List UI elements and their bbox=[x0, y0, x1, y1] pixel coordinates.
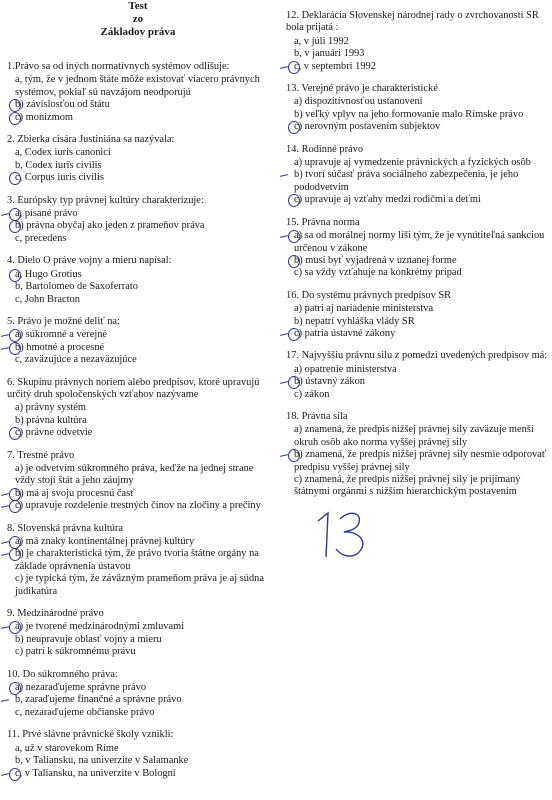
question-text: 4. Dielo O práve vojny a mieru napísal: bbox=[7, 255, 172, 267]
question-text: 2. Zbierka cisára Justiniána sa nazývala: bbox=[7, 134, 175, 146]
answer-option: b) nepatrí vyhláška vlády SR bbox=[294, 315, 415, 327]
answer-option: b, Codex iuris civilis bbox=[15, 159, 102, 171]
question-text: 7. Trestné právo bbox=[7, 449, 75, 461]
title-line-3: Základov práva bbox=[100, 26, 176, 38]
answer-option: c) je typická tým, že záväzným prameňom práva je aj súdna judikatúra bbox=[15, 573, 264, 597]
question-text: 15. Právna norma bbox=[286, 216, 360, 228]
answer-option: c) právne odvetvie bbox=[7, 427, 269, 439]
question-text: 16. Do systému právnych predpisov SR bbox=[286, 289, 452, 301]
question-item bbox=[286, 411, 548, 499]
right-column bbox=[286, 0, 548, 499]
answer-option: b) veľký vplyv na jeho formovanie malo Rímske právo bbox=[294, 108, 524, 120]
question-item bbox=[286, 10, 548, 73]
question-item bbox=[7, 195, 269, 246]
question-item bbox=[7, 255, 269, 306]
answer-option: b, Bartolomeo de Saxoferrato bbox=[15, 281, 138, 293]
question-text: 11. Prvé slávne právnické školy vznikli: bbox=[7, 729, 174, 741]
answer-option: a) má znaky kontinentálnej právnej kultúry bbox=[7, 536, 269, 548]
answer-option: a) sa od morálnej normy líši tým, že je vynútiteľná sankciou určenou v zákone bbox=[286, 230, 548, 255]
answer-option: c) patrí k súkromnému právu bbox=[15, 646, 136, 658]
answer-option: a) opatrenie ministerstva bbox=[294, 363, 397, 375]
question-text: 3. Európsky typ právnej kultúry charakterizuje: bbox=[7, 194, 204, 206]
question-item bbox=[286, 290, 548, 341]
answer-option: a, Hugo Grotius bbox=[7, 269, 269, 281]
right-question-list bbox=[286, 10, 548, 499]
question-item bbox=[286, 350, 548, 401]
question-text: 10. Do súkromného práva: bbox=[7, 668, 118, 680]
question-item bbox=[286, 144, 548, 207]
answer-option: b) znamená, že predpis nižšej právnej sily nesmie odporovať predpisu vyššej právnej sily bbox=[286, 449, 548, 474]
answer-option: b) neupravuje oblasť vojny a mieru bbox=[15, 633, 162, 645]
answer-option: b) ústavný zákon bbox=[286, 376, 548, 388]
question-item bbox=[7, 729, 269, 780]
score-mark-icon bbox=[306, 505, 376, 565]
answer-option: b) právna obyčaj ako jeden z prameňov práva bbox=[7, 220, 269, 232]
answer-option: c) nerovným postavením subjektov bbox=[286, 121, 548, 133]
answer-option: c) monizmom bbox=[7, 112, 269, 124]
title-line-2: zo bbox=[132, 13, 144, 25]
answer-option: a) dispozitívnosťou ustanovení bbox=[294, 96, 423, 108]
answer-option: c) upravuje aj vzťahy medzi rodičmi a deťmi bbox=[286, 194, 548, 206]
answer-option: b, zaraďujeme finančné a správne právo bbox=[7, 694, 269, 706]
question-item bbox=[7, 377, 269, 440]
answer-option: a) právny systém bbox=[15, 402, 86, 414]
answer-option: b) má aj svoju procesnú časť bbox=[7, 488, 269, 500]
answer-option: c, John Bracton bbox=[15, 293, 80, 305]
answer-option: b, v Taliansku, na univerzite v Salamanke bbox=[15, 755, 189, 767]
question-text: 1.Právo sa od iných normatívnych systémov odlišuje: bbox=[7, 61, 230, 72]
handwritten-score bbox=[306, 505, 376, 565]
answer-option: c) zákon bbox=[294, 388, 330, 400]
left-column bbox=[7, 0, 269, 780]
question-item bbox=[286, 217, 548, 280]
question-item bbox=[7, 669, 269, 720]
question-text: 8. Slovenská právna kultúra bbox=[7, 522, 124, 534]
question-text: 9. Medzinárodné právo bbox=[7, 608, 104, 620]
answer-option: c, v septembri 1992 bbox=[286, 61, 548, 73]
answer-option: c, v Taliansku, na univerzite v Bologni bbox=[7, 768, 269, 780]
answer-option: b) musí byť vyjadrená v uznanej forme bbox=[286, 255, 548, 267]
question-item bbox=[7, 316, 269, 367]
answer-option: a, už v starovekom Ríme bbox=[15, 742, 119, 754]
test-title bbox=[7, 0, 269, 39]
answer-option: a, Codex iuris canonici bbox=[15, 147, 111, 159]
answer-option: b) hmotné a procesné bbox=[7, 342, 269, 354]
answer-option: c) upravuje rozdelenie trestných činov na zločiny a prečiny bbox=[7, 500, 269, 512]
answer-option: a) upravuje aj vymedzenie právnických a fyzických osôb bbox=[294, 157, 531, 169]
question-text: 14. Rodinné právo bbox=[286, 143, 364, 155]
question-text: 12. Deklarácia Slovenskej národnej rady o zvrchovanosti SR bola prijatá : bbox=[286, 10, 539, 34]
left-question-list bbox=[7, 61, 269, 780]
answer-option: a) je tvorené medzinárodnými zmluvami bbox=[7, 621, 269, 633]
question-text: 17. Najvyššiu právnu silu z pomedzi uvedených predpisov má: bbox=[286, 350, 548, 362]
answer-option: a) súkromné a verejné bbox=[7, 329, 269, 341]
answer-option: a) je odvetvím súkromného práva, keďže na jednej strane vždy stojí štát a jeho záujmy bbox=[15, 462, 254, 487]
question-text: 13. Verejné právo je charakteristické bbox=[286, 83, 438, 95]
answer-option: c, Corpus iuris civilis bbox=[7, 172, 269, 184]
answer-option: a, v júli 1992 bbox=[294, 35, 349, 47]
answer-option: a) znamená, že predpis nižšej právnej sily zaväzuje menší okruh osôb ako norma vyššej právnej sily bbox=[294, 424, 534, 448]
answer-option: c, nezaraďujeme občianske právo bbox=[15, 706, 155, 718]
answer-option: c) znamená, že predpis nižšej právnej sily je prijímaný štátnymi orgánmi s nižším hierarchickým postavením bbox=[294, 474, 521, 498]
answer-option: b, v januári 1993 bbox=[294, 48, 365, 60]
question-item bbox=[7, 608, 269, 659]
answer-option: b) závislosťou od štátu bbox=[7, 99, 269, 111]
answer-option: c, precedens bbox=[15, 232, 67, 244]
answer-option: b) tvorí súčasť práva sociálneho zabezpečenia, je jeho pododvetvím bbox=[286, 169, 548, 194]
question-item bbox=[7, 450, 269, 513]
title-line-1: Test bbox=[128, 0, 148, 12]
question-text: 18. Právna sila bbox=[286, 410, 348, 422]
question-item bbox=[7, 61, 269, 124]
answer-option: c, zaväzujúce a nezaväzujúce bbox=[15, 354, 137, 366]
answer-option: b) právna kultúra bbox=[15, 414, 87, 426]
answer-option: a) patrí aj nariadenie ministerstva bbox=[294, 303, 434, 315]
question-text: 5. Právo je možné deliť na: bbox=[7, 315, 120, 327]
answer-option: c) sa vždy vzťahuje na konkrétny prípad bbox=[294, 267, 462, 279]
question-text: 6. Skupinu právnych noriem alebo predpisov, ktoré upravujú určitý druh spoločenských vzťahov nazývame bbox=[7, 376, 260, 400]
answer-option: b) je charakteristická tým, že právo tvoria štátne orgány na základe oprávnenia ústavou bbox=[7, 548, 269, 573]
answer-option: a, tým, že v jednom štáte môže existovať viacero právnych systémov, pokiaľ sú navzájom neodporujú bbox=[15, 74, 260, 98]
answer-option: c) patria ústavné zákony bbox=[286, 328, 548, 340]
question-item bbox=[7, 523, 269, 598]
answer-option: a) nezaraďujeme správne právo bbox=[7, 682, 269, 694]
question-item bbox=[7, 134, 269, 185]
question-item bbox=[286, 83, 548, 134]
answer-option: a, písané právo bbox=[7, 208, 269, 220]
